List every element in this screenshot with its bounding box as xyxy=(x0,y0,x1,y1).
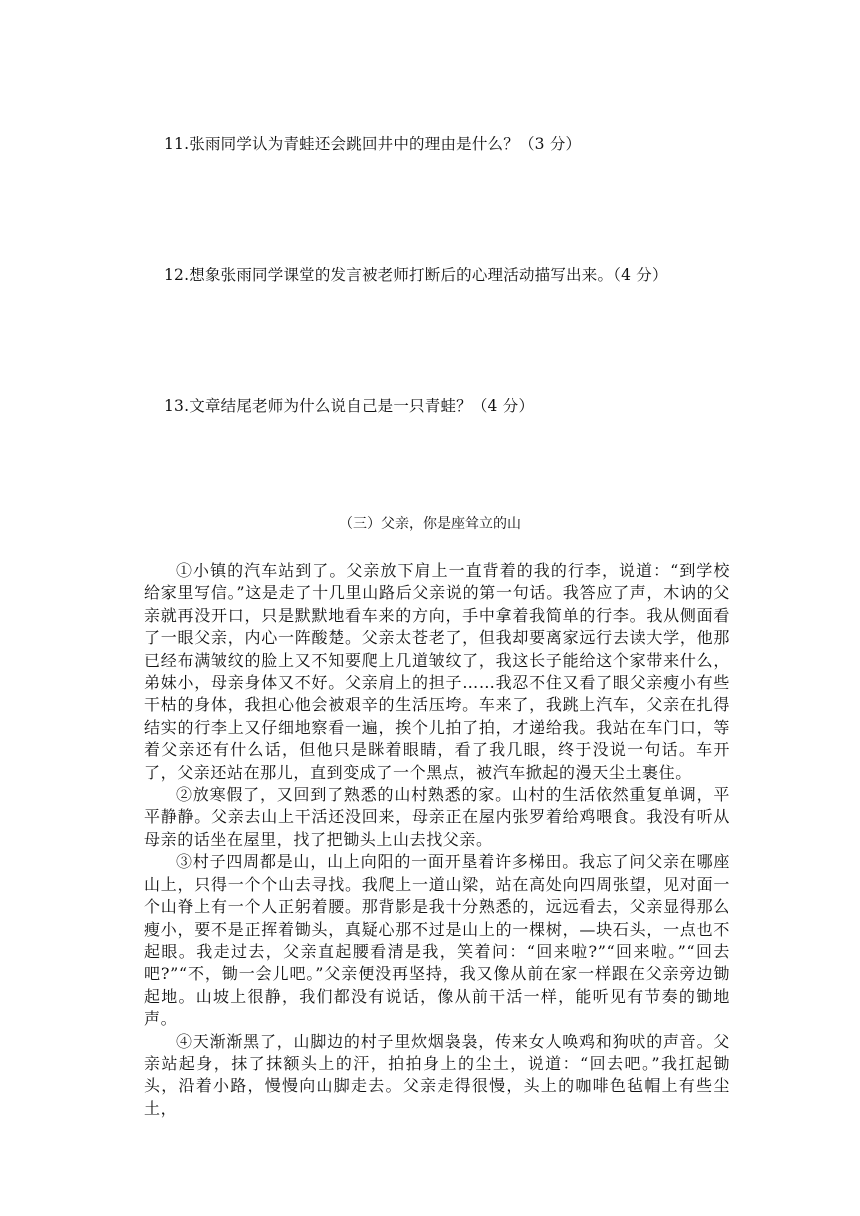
section-title: （三）父亲，你是座耸立的山 xyxy=(339,516,521,532)
paragraph-1: ①小镇的汽车站到了。父亲放下肩上一直背着的我的行李，说道：“到学校给家里写信。”这是走了十几里山路后父亲说的第一句话。我答应了声，木讷的父亲就再没开口，只是默默地看车来的方向，手中拿着我简单的行李。我从侧面看了一眼父亲，内心一阵酸楚。父亲太苍老了，但我却要离家远行去读大学，他那已经布满皱纹的脸上又不知要爬上几道皱纹了，我这长子能给这个家带来什么，弟妹小，母亲身体又不好。父亲肩上的担子……我忍不住又看了眼父亲瘦小有些干枯的身体，我担心他会被艰辛的生活压垮。车来了，我跳上汽车，父亲在扎得结实的行李上又仔细地察看一遍，挨个儿拍了拍，才递给我。我站在车门口，等着父亲还有什么话，但他只是眯着眼睛，看了我几眼，终于没说一句话。车开了，父亲还站在那儿，直到变成了一个黑点，被汽车掀起的漫天尘土裹住。 xyxy=(144,561,730,782)
question-12: 12.想象张雨同学课堂的发言被老师打断后的心理活动描写出来。（4 分） xyxy=(164,266,668,284)
article-body xyxy=(144,560,730,1120)
paragraph-2: ②放寒假了，又回到了熟悉的山村熟悉的家。山村的生活依然重复单调，平平静静。父亲去山上干活还没回来，母亲正在屋内张罗着给鸡喂食。我没有听从母亲的话坐在屋里，找了把锄头上山去找父亲。 xyxy=(144,785,730,849)
paragraph-3: ③村子四周都是山，山上向阳的一面开垦着许多梯田。我忘了问父亲在哪座山上，只得一个个山去寻找。我爬上一道山梁，站在高处向四周张望，见对面一个山脊上有一个人正躬着腰。那背影是我十分熟悉的，远远看去，父亲显得那么瘦小，要不是正挥着锄头，真疑心那不过是山上的一棵树，—块石头，一点也不起眼。我走过去，父亲直起腰看清是我，笑着问：“回来啦?”“回来啦。”“回去吧?”“不，锄一会儿吧。”父亲便没再坚持，我又像从前在家一样跟在父亲旁边锄起地。山坡上很静，我们都没有说话，像从前干活一样，能听见有节奏的锄地声。 xyxy=(144,852,730,1029)
question-11: 11.张雨同学认为青蛙还会跳回井中的理由是什么？（3 分） xyxy=(164,135,582,153)
question-13: 13.文章结尾老师为什么说自己是一只青蛙？（4 分） xyxy=(164,397,535,415)
paragraph-4: ④天渐渐黑了，山脚边的村子里炊烟袅袅，传来女人唤鸡和狗吠的声音。父亲站起身，抹了抹额头上的汗，拍拍身上的尘土，说道：“回去吧。”我扛起锄头，沿着小路，慢慢向山脚走去。父亲走得很慢，头上的咖啡色毡帽上有些尘土， xyxy=(144,1031,730,1118)
